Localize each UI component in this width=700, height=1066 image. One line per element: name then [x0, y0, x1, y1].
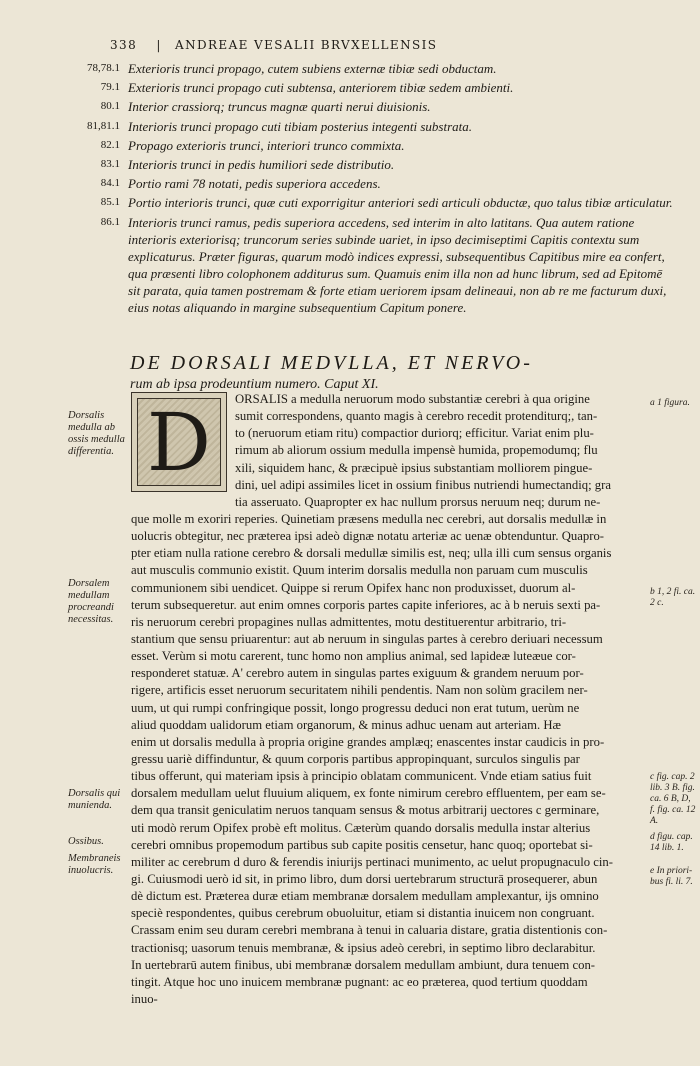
margin-note-right: c fig. cap. 2 lib. 3 B. fig. ca. 6 B, D, f. fig. ca. 12 A.: [650, 772, 696, 826]
running-title: ANDREAE VESALII BRVXELLENSIS: [175, 38, 438, 52]
note-text: Portio rami 78 notati, pedis superiora accedens.: [128, 176, 381, 192]
body-line: gressu uariè diffinduntur, & quum corporis partibus appropinquant, surculos singulis par: [131, 751, 580, 766]
initial-letter: D: [146, 395, 212, 489]
body-line: militer ac cerebrum d duro & ferendis iniurijs pertinaci munimento, ac uelut propugnaculo cin-: [131, 854, 613, 869]
note-text: Exterioris trunci propago cuti subtensa, anteriorem tibiæ sedem ambienti.: [128, 80, 514, 96]
body-line: rimum ab aliorum ossium medulla impensè humida, propemodumq; flu: [235, 443, 598, 458]
note-number: 83.1: [100, 157, 120, 170]
body-line: dini, uel adipi assimiles licet in ossium finibus nutriendi humectandiq; gra: [235, 477, 611, 492]
margin-note-left: Dorsalis qui munienda.: [68, 788, 121, 811]
note-number: 81,81.1: [87, 119, 120, 132]
body-line: uti modò rerum Opifex probè eft molitus. Cæterùm quando dorsalis medulla instar alterius: [131, 820, 591, 835]
body-line: to (neruorum etiam ritu) compactior duriorq; efficitur. Variat enim plu-: [235, 426, 594, 441]
note-text: Exterioris trunci propago, cutem subiens externæ tibiæ sedi obductam.: [128, 61, 497, 76]
body-line: ris neruorum cerebri propagines nullas admittentes, motu destituerentur arbitrario, tri-: [131, 614, 567, 629]
chapter-title: DE DORSALI MEDVLLA, ET NERVO-: [130, 352, 533, 374]
body-line: terum subsequeretur. aut enim omnes corporis partes capite inferiores, ac à b neruis sexti pa-: [131, 597, 601, 612]
body-line: speciè respondentes, quibus cerebrum obuoluitur, etiam si distantia inuicem non congruant.: [131, 906, 595, 921]
body-line: pter etiam nulla ratione cerebro & dorsali medullæ similis est, neq; ulla illi cum sensus organis: [131, 546, 612, 561]
body-line: uolucris obtegitur, nec præterea ipsi adeò dignæ notatu arteriæ ac uenæ obtenduntur. Quapro-: [131, 529, 605, 544]
note-text: Interior crassiorq; truncus magnæ quarti nerui diuisionis.: [128, 99, 431, 115]
header-separator: |: [156, 38, 162, 52]
figure-note: [76, 214, 676, 316]
figure-note: [76, 175, 676, 192]
body-line: dorsalem medullam uelut fluuium aliquem, ex fonte nimirum cerebro effluentem, per eam se-: [131, 786, 606, 801]
body-line: rigere, artificis esset neruorum securitatem nihili pendentis. Nam non solùm gracilem ner-: [131, 683, 588, 698]
figure-note: [76, 118, 676, 135]
margin-note-left: Dorsalem medullam procreandi necessitas.: [68, 578, 114, 625]
body-line: inuo-: [131, 991, 158, 1006]
body-line: sumit correspondens, quanto magis à cerebro recedit protenditurq;, tan-: [235, 409, 598, 424]
margin-note-right: a 1 figura.: [650, 398, 690, 408]
note-text: Propago exterioris trunci, interiori trunco commixta.: [128, 137, 405, 153]
body-line: xili, siquidem hanc, & præcipuè ipsius substantiam molliorem pingue-: [235, 460, 593, 475]
body-line: enim ut dorsalis medulla à propria origine grandes amplæq; enascentes instar caudicis in pro-: [131, 734, 605, 749]
margin-note-left: Membraneis inuolucris.: [68, 853, 121, 876]
chapter-subtitle: rum ab ipsa prodeuntium numero. Caput XI.: [130, 377, 379, 392]
body-line: tractionisq; uasorum tenuis membranæ, & ipsius adeò cerebri, in septimo libro declarabitur.: [131, 940, 596, 955]
body-line: In uertebrarū autem finibus, ubi membranæ dorsalem medullam ambiunt, dura tenuem con-: [131, 957, 596, 972]
margin-note-right: b 1, 2 fi. ca. 2 c.: [650, 587, 696, 608]
body-line: stantium que sensu priuarentur: aut ab neruum in singulas partes à cerebro deriuari necessum: [131, 631, 603, 646]
chapter-heading: [130, 352, 660, 393]
body-text: [131, 391, 661, 1008]
page-number: 338: [110, 38, 138, 52]
margin-note-left: Dorsalis medulla ab ossis medulla differentia.: [68, 410, 125, 457]
body-line: tia asseruato. Quapropter ex hac nullum prorsus neruum neq; durum ne-: [235, 494, 601, 509]
running-header: [110, 38, 670, 56]
note-text: Portio interioris trunci, quæ cuti exporrigitur anteriori sedi articuli obductæ, quo talus tibiæ articulatur.: [128, 195, 673, 211]
margin-note-left: Ossibus.: [68, 836, 104, 847]
note-number: 84.1: [100, 177, 120, 190]
figure-note: [76, 137, 676, 154]
figure-notes: [76, 60, 676, 318]
figure-note: [76, 98, 676, 115]
note-number: 79.1: [100, 81, 120, 94]
figure-note: [76, 79, 676, 96]
note-text: Interioris trunci propago cuti tibiam posterius integenti substrata.: [128, 118, 473, 134]
margin-note-right: e In priori-bus fi. li. 7.: [650, 866, 693, 887]
body-line: aut musculis communio existit. Quum interim dorsalis medulla non paruam cum musculis: [131, 563, 588, 578]
body-line: communionem sibi uendicet. Quippe si rerum Opifex hanc non produxisset, duorum al-: [131, 580, 576, 595]
note-number: 86.1: [100, 215, 120, 228]
body-line: dè dictum est. Præterea duræ etiam membranæ dorsalem medullam amplexantur, ijs omnino: [131, 889, 599, 904]
body-line: ORSALIS a medulla neruorum modo substantiæ cerebri à qua origine: [235, 392, 590, 406]
body-line: que molle m exoriri reperies. Quinetiam præsens medulla nec cerebri, aut dorsalis medullæ in: [131, 511, 607, 526]
body-line: aliud quoddam ualidorum etiam organorum, & minus adhuc uenam aut arteriam. Hæ: [131, 717, 561, 732]
body-line: cerebri omnibus propemodum partibus sub capite positis censetur, hanc quoq; oportebat si-: [131, 837, 593, 852]
note-text: Interioris trunci ramus, pedis superiora accedens, sed interim in alto latitans. Qua autem ratione interioris exteriorisq; truncorum series subinde uariet, in ipso decimiseptimi Capitis contextu sum explicaturus. Præter figuras, quarum modò indices expressi, subsequentibus Capitibus mire ea confert, qua præsenti libro colophonem additurus sum. Quamuis enim illa non ad hunc librum, sed ad Epitomē sit parata, quia tamen postremam & forte etiam ueriorem ipsam delineaui, non ab re me facturum duxi, eius notas aliquando in margine subsequentium Capitum ponere.: [128, 214, 667, 315]
note-number: 78,78.1: [87, 62, 120, 74]
note-number: 85.1: [100, 196, 120, 209]
body-line: tingit. Atque hoc uno inuicem membranæ pugnant: ac eo præterea, quod tertium quoddam: [131, 974, 588, 989]
note-text: Interioris trunci in pedis humiliori sede distributio.: [128, 156, 395, 172]
body-line: uum, ut qui rumpi confringique possit, longo progressu deduci non erat tutum, uerùm ne: [131, 700, 580, 715]
margin-note-right: d figu. cap. 14 lib. 1.: [650, 832, 693, 853]
body-line: esset. Verùm si motu carerent, tunc homo non amplius animal, sed lapideæ luteæue cor-: [131, 649, 576, 664]
body-line: gi. Cuiusmodi uerò id sit, in primo libro, dum dorsi uertebrarum structurā prosequerer, abun: [131, 871, 598, 886]
body-line: dem qua transit geniculatim neruos tanquam sensus & motus arbitrarij uectores c germinare,: [131, 803, 600, 818]
body-line: Crassam enim seu duram cerebri membrana à tenui in caluaria distare, gratia distentionis con-: [131, 923, 608, 938]
body-line: tibus offerunt, qui materiam ipsis à principio oblatam communicent. Vnde etiam satius fuit: [131, 769, 592, 784]
figure-note: [76, 156, 676, 173]
figure-note: [76, 60, 676, 77]
body-line: responderet statuæ. A' cerebro autem in singulas partes exiguum & grandem neruum por-: [131, 666, 584, 681]
note-number: 82.1: [100, 138, 120, 151]
figure-note: [76, 194, 676, 211]
note-number: 80.1: [100, 100, 120, 113]
